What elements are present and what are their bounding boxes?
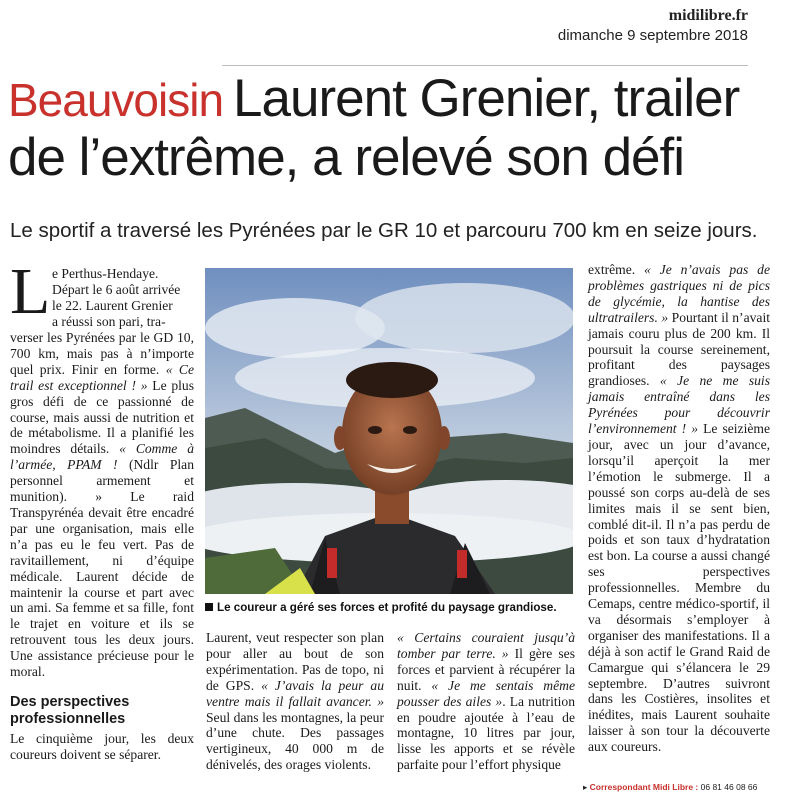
masthead-rule (222, 65, 748, 66)
article-column-1 (10, 330, 194, 763)
correspondent-credit: ▸ Correspondant Midi Libre : 06 81 46 08 66 (583, 782, 758, 792)
col1-paragraph-2: Le cinquième jour, les deux coureurs doivent se séparer. (10, 730, 194, 762)
runner-photo-illustration (205, 268, 573, 594)
col1-line: a réussi son pari, tra- (52, 313, 166, 329)
text: Pourtant il n’avait jamais couru plus de 200 km. Il poursuit la course sereinement, profitant des paysages grandioses. (588, 309, 770, 389)
text: Le seizième jour, avec un jour d’avance, lorsqu’il aperçoit la mer l’émotion le submerge. Il a poussé son corps au-delà de ses limites mais il se sent bien, comblé dit-il. Il n’a pas perdu de poids et son taux d’hydratation est bon. La course a aussi changé ses perspectives professionnelles. Membre du Cemaps, centre médico-sportif, il va désormais s’employer à organiser des manifestations. Il a déjà à son actif le Grand Raid de Camargue qui s’élancera le 29 septembre. D’autres suivront dans les Costières, insolites et inédites, mais Laurent souhaite laisser à son tour la découverte aux coureurs. (588, 421, 771, 755)
headline-kicker: Beauvoisin (8, 74, 224, 126)
drop-cap: L (10, 255, 51, 328)
quote: « J’avais la peur au ventre mais il fallait avancer. » (206, 677, 384, 709)
text: Seul dans les montagnes, la peur d’une chute. Des passages vertigineux, 40 000 m de dénivelés, des orages violents. (206, 709, 384, 773)
col1-line: e Perthus-Hendaye. (52, 266, 159, 281)
headline-line2: de l’extrême, a relevé son défi (8, 128, 685, 187)
quote: « Ce trail est exceptionnel ! » (10, 361, 194, 393)
text: . La nutrition en poudre ajoutée à l’eau de montagne, 10 litres par jour, lisse les apports et se révèle parfaite pour l’effort physique (397, 693, 575, 773)
quote: « Comme à l’armée, PPAM ! (10, 441, 194, 473)
caption-square-icon (205, 603, 213, 611)
headline (8, 70, 788, 187)
subheadline: Le sportif a traversé les Pyrénées par le GR 10 et parcouru 700 km en seize jours. (10, 219, 758, 242)
text: extrême. (588, 262, 645, 277)
quote: « Je n’avais pas de problèmes gastriques ni de pics de glycémie, la hantise des ultratrailers. » (588, 262, 770, 325)
correspondent-label: Correspondant Midi Libre : (589, 782, 699, 792)
col1-line: Départ le 6 août arrivée (52, 281, 181, 297)
text: Le plus gros défi de ce passionné de course, mais aussi de nutrition et de métabolisme. Il a planifié les moindres détails. (10, 377, 195, 457)
col1-line: le 22. Laurent Grenier (52, 297, 173, 313)
text: Il gère ses forces et parvient à récupérer la nuit. (397, 645, 575, 693)
text: verser les Pyrénées par le GD 10, 700 km, mais pas à n’importe quel prix. Finir en forme. (10, 330, 194, 377)
col1-paragraph (10, 330, 194, 680)
headline-line1: Laurent Grenier, trailer (233, 69, 740, 128)
article-column-3 (588, 262, 770, 755)
col2a-paragraph (206, 630, 384, 773)
col1-intro (52, 266, 194, 330)
publication-date: dimanche 9 septembre 2018 (557, 27, 748, 44)
article-photo (205, 268, 573, 594)
caption-text: Le coureur a géré ses forces et profité du paysage grandiose. (217, 601, 557, 614)
correspondent-phone: 06 81 46 08 66 (700, 782, 758, 792)
article-column-2a (206, 630, 384, 773)
col3-paragraph (588, 262, 770, 755)
site-name: midilibre.fr (668, 7, 748, 24)
col2b-paragraph (397, 630, 575, 773)
text: (Ndlr Plan personnel armement et munition). » Le raid Transpyrénéa devait être encadré par une organisation, mais elle n’a pas eu le feu vert. Pas de ravitaillement, ni d’équipe médicale. Laurent décide de maintenir la course et part avec un ami. Sa femme et sa fille, font le trajet en voiture et ils se retrouvent tous les deux jours. Une assistance précieuse pour le moral. (10, 457, 194, 680)
section-subtitle: Des perspectives professionnelles (10, 693, 130, 727)
quote: « Certains couraient jusqu’à tomber par terre. » (397, 630, 575, 661)
article-column-2b (397, 630, 575, 773)
photo-caption (205, 600, 577, 615)
masthead (558, 6, 748, 46)
quote: « Je ne me suis jamais entraîné dans les Pyrénées pour découvrir l’environnement ! » (588, 373, 770, 437)
quote: « Je me sentais même pousser des ailes » (397, 677, 575, 709)
text: Laurent, veut respecter son plan pour aller au bout de son expérimentation. Pas de topo, ni de GPS. (206, 630, 384, 693)
